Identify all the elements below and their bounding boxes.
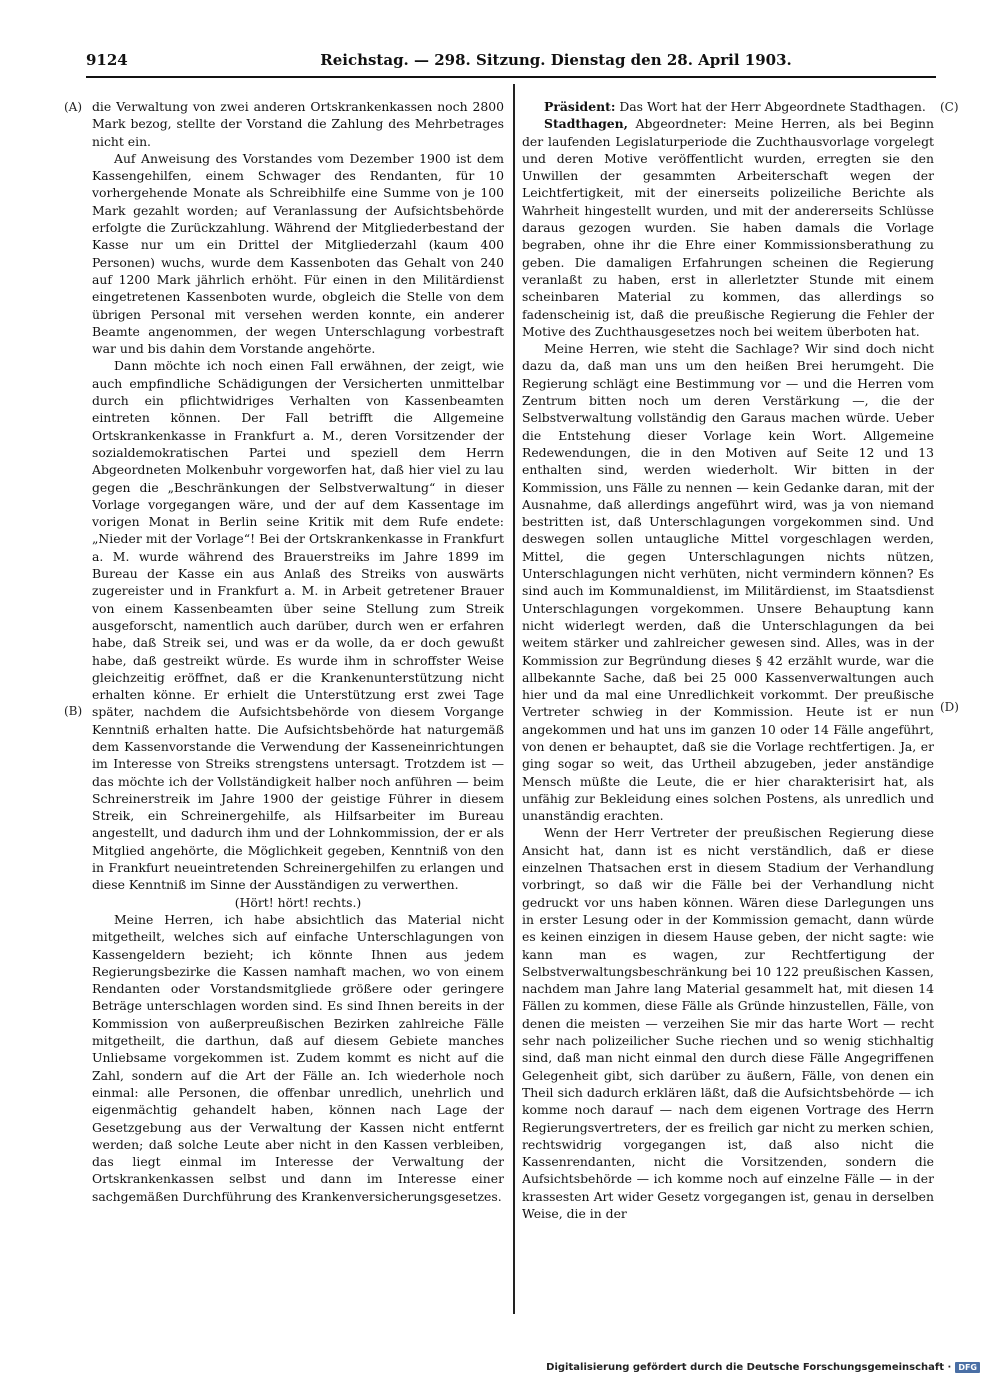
margin-marker-d: (D) — [940, 700, 959, 714]
speaker-label-president: Präsident: — [544, 99, 616, 114]
margin-marker-b: (B) — [64, 704, 83, 718]
paragraph: Meine Herren, wie steht die Sachlage? Wir sind doch nicht dazu da, daß man uns um den heißen Brei herumgeht. Die Regierung schlägt eine Bestimmung vor — und die Herren vom Zentrum bitten noch um deren Verstärkung —, die der Selbstverwaltung vollständig den Garaus machen würde. Ueber die Entstehung dieser Vorlage kein Wort. Allgemeine Redewendungen, die in den Motiven auf Seite 12 und 13 enthalten sind, werden wiederholt. Wir bitten in der Kommission, uns Fälle zu nennen — kein Gedanke daran, mit der Ausnahme, daß allerdings angeführt wird, was ja von niemand bestritten ist, daß Unterschlagungen vorgekommen sind. Und deswegen sollen untaugliche Mittel vorgeschlagen werden, Mittel, die gegen Unterschlagungen nichts nützen, Unterschlagungen nicht verhüten, nicht vermindern können? Es sind auch im Kommunaldienst, im Militärdienst, im Staatsdienst Unterschlagungen vorgekommen. Unsere Behauptung kann nicht widerlegt werden, daß die Unterschlagungen da bei weitem stärker und zahlreicher gewesen sind. Alles, was in der Kommission zur Begründung dieses § 42 erzählt wurde, war die allbekannte Sache, daß bei 25 000 Kassenverwaltungen auch hier und da mal eine Unredlichkeit vorkommt. Der preußische Vertreter schwieg in der Kommission. Heute ist er nun angekommen und hat uns im ganzen 10 oder 14 Fälle angeführt, von denen er behauptet, daß sie die Vorlage rechtfertigen. Ja, er ging sogar so weit, das Urtheil abzugeben, jeder anständige Mensch müßte die Leute, die er hier charakterisirt hat, als unfähig zur Bekleidung eines solchen Postens, als unredlich und unanständig erachten. — [522, 341, 934, 824]
paragraph: Meine Herren, ich habe absichtlich das Material nicht mitgetheilt, welches sich auf einfache Unterschlagungen von Kassengeldern bezieht; ich könnte Ihnen aus jedem Regierungsbezirke die Kassen namhaft machen, wo von einem Rendanten oder Vorstandsmitgliede größere oder geringere Beträge unterschlagen worden sind. Es sind Ihnen bereits in der Kommission von außerpreußischen Bezirken zahlreiche Fälle mitgetheilt, die darthun, daß auf diesem Gebiete manches Unliebsame vorgekommen ist. Zudem kommt es nicht auf die Zahl, sondern auf die Art der Fälle an. Ich wiederhole noch einmal: alle Personen, die offenbar unredlich, unehrlich und eigenmächtig gehandelt haben, können nach Lage der Gesetzgebung aus der Verwaltung der Kassen nicht entfernt werden; daß solche Leute aber nicht in den Kassen verbleiben, das liegt einmal im Interesse der Verwaltung der Ortskrankenkassen selbst und dann im Interesse einer sachgemäßen Durchführung des Krankenversicherungsgesetzes. — [92, 911, 504, 1204]
page-header — [86, 51, 936, 77]
left-column — [92, 98, 504, 1205]
margin-marker-c: (C) — [940, 100, 959, 114]
speaker-text: Abgeordneter: Meine Herren, als bei Beginn der laufenden Legislaturperiode die Zuchthausvorlage vorgelegt und deren Motive veröffentlicht wurden, erregten sie den Unwillen der gesammten Arbeiterschaft wegen der Leichtfertigkeit, mit der einerseits polizeiliche Berichte als Wahrheit hingestellt wurden, und mit der andererseits Schlüsse daraus gezogen wurden. Sie haben damals die Vorlage begraben, ohne ihr die Ehre einer Kommissionsberathung zu geben. Die damaligen Erfahrungen scheinen die Regierung veranlaßt zu haben, erst in allerletzter Stunde mit einem scheinbaren Material zu kommen, das allerdings so fadenscheinig ist, daß die preußische Regierung die Fehler der Motive des Zuchthausgesetzes noch bei weitem überboten hat. — [522, 116, 934, 339]
paragraph: Dann möchte ich noch einen Fall erwähnen, der zeigt, wie auch empfindliche Schädigungen der Versicherten unmittelbar durch ein pflichtwidriges Verhalten von Kassenbeamten eintreten können. Der Fall betrifft die Allgemeine Ortskrankenkasse in Frankfurt a. M., deren Vorsitzender der sozialdemokratischen Partei und speziell dem Herrn Abgeordneten Molkenbuhr vorgeworfen hat, daß hier viel zu lau gegen die „Beschränkungen der Selbstverwaltung“ in dieser Vorlage vorgegangen wäre, und der auf dem Kassentage im vorigen Monat in Berlin seine Kritik mit dem Rufe endete: „Nieder mit der Vorlage“! Bei der Ortskrankenkasse in Frankfurt a. M. wurde während des Brauerstreiks im Jahre 1899 im Bureau der Kasse ein aus Anlaß des Streiks von auswärts zugereister und in Frankfurt a. M. in Arbeit getretener Brauer von einem Kassenbeamten über seine Stellung zum Streik ausgeforscht, namentlich auch darüber, durch wen er erfahren habe, daß Streik sei, und was er da wolle, da er doch gewußt habe, daß gestreikt würde. Es wurde ihm in schroffster Weise gleichzeitig eröffnet, daß er die Krankenunterstützung nicht erhalten könne. Er erhielt die Unterstützung erst zwei Tage später, nachdem die Aufsichtsbehörde von diesem Vorgange Kenntniß erhalten hatte. Die Aufsichtsbehörde hat naturgemäß dem Kassenvorstande die Verwendung der Kasseneinrichtungen im Interesse von Streiks strengstens untersagt. Trotzdem ist — das möchte ich der Vollständigkeit halber noch anführen — beim Schreinerstreik im Jahre 1900 der geistige Führer in diesem Streik, ein Schreinergehilfe, als Hilfsarbeiter im Bureau angestellt, und dadurch ihm und der Lohnkommission, der er als Mitglied angehörte, die Möglichkeit gegeben, Kenntniß von den in Frankfurt neueintretenden Schreinergehilfen zu erlangen und diese Kenntniß im Sinne der Ausständigen zu verwerthen. — [92, 358, 504, 893]
dfg-logo: DFG — [955, 1362, 980, 1373]
page-number: 9124 — [86, 51, 128, 69]
paragraph: Auf Anweisung des Vorstandes vom Dezember 1900 ist dem Kassengehilfen, einem Schwager des Rendanten, für 10 vorhergehende Monate als Schreibhilfe eine Summe von je 100 Mark gezahlt worden; auf Veranlassung der Aufsichtsbehörde erfolgte die Zurückzahlung. Während der Mitgliederbestand der Kasse nur um ein Drittel der Mitgliederzahl (kaum 400 Personen) wuchs, wurde dem Kassenboten das Gehalt von 240 auf 1200 Mark jährlich erhöht. Für einen in den Militärdienst eingetretenen Kassenboten wurde, obgleich die Stelle von dem übrigen Personal mit versehen werden konnte, ein anderer Beamte angenommen, der wegen Unterschlagung vorbestraft war und bis dahin dem Vorstande angehörte. — [92, 150, 504, 357]
header-rule — [86, 76, 936, 78]
speaker-label-stadthagen: Stadthagen, — [544, 116, 628, 132]
paragraph: die Verwaltung von zwei anderen Ortskrankenkassen noch 2800 Mark bezog, stellte der Vorstand die Zahlung des Mehrbetrages nicht ein. — [92, 99, 504, 149]
paragraph: Wenn der Herr Vertreter der preußischen Regierung diese Ansicht hat, dann ist es nicht verständlich, daß er diese einzelnen Thatsachen erst in diesem Stadium der Verhandlung vorbringt, so daß wir die Fälle bei der Verhandlung nicht gedruckt vor uns haben können. Wären diese Darlegungen uns in erster Lesung oder in der Kommission gemacht, dann würde es keinen einzigen in diesem Hause geben, der nicht sagte: wie kann man es wagen, zur Rechtfertigung der Selbstverwaltungsbeschränkung bei 10 122 preußischen Kassen, nachdem man Jahre lang Material gesammelt hat, mit diesen 14 Fällen zu kommen, diese Fälle als Gründe hinzustellen, Fälle, von denen die meisten — verzeihen Sie mir das harte Wort — recht sehr nach polizeilicher Suche riechen und so wenig stichhaltig sind, daß man nicht einmal den durch diese Fälle Angegriffenen Gelegenheit gibt, sich darüber zu äußern, Fälle, von denen ein Theil sich dadurch erklären läßt, daß die Aufsichtsbehörde — ich komme noch darauf — nach dem eigenen Vortrage des Herrn Regierungsvertreters, der es freilich gar nicht zu merken schien, rechtswidrig vorgegangen ist, daß also nicht die Kassenrendanten, nicht die Vorsitzenden, sondern die Aufsichtsbehörde — ich komme noch auf einzelne Fälle — in der krassesten Art wider Gesetz vorgegangen ist, genau in derselben Weise, die in der — [522, 825, 934, 1221]
speaker-paragraph — [522, 115, 934, 340]
column-divider — [513, 84, 515, 1314]
interjection: (Hört! hört! rechts.) — [234, 894, 362, 910]
footer-credit — [546, 1362, 980, 1373]
right-column — [522, 98, 934, 1222]
president-text: Das Wort hat der Herr Abgeordnete Stadthagen. — [615, 99, 926, 114]
page-title: Reichstag. — 298. Sitzung. Dienstag den 28. April 1903. — [320, 51, 792, 69]
president-paragraph — [522, 98, 934, 115]
margin-marker-a: (A) — [64, 100, 83, 114]
footer-text: Digitalisierung gefördert durch die Deutsche Forschungsgemeinschaft · — [546, 1362, 952, 1373]
